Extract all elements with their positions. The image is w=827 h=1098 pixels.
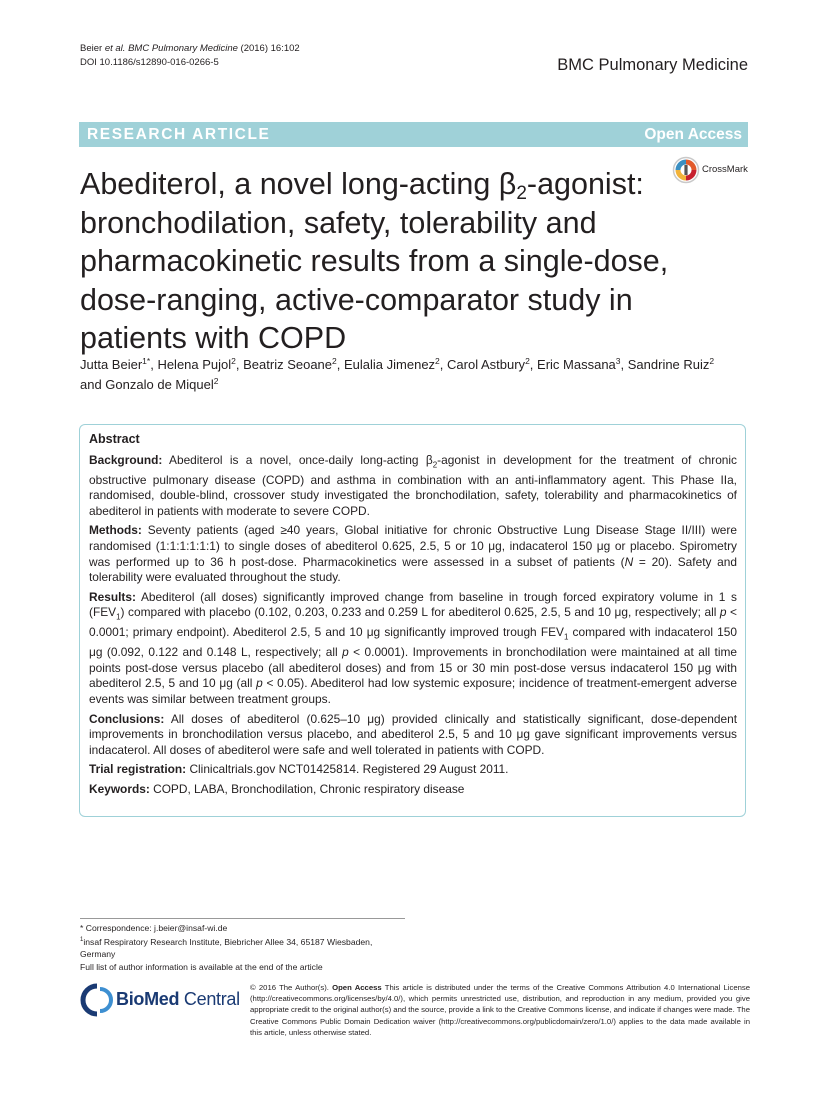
doi[interactable]: DOI 10.1186/s12890-016-0266-5 xyxy=(80,57,219,68)
author[interactable]: Eric Massana$^3$, xyxy=(537,356,628,372)
title-subscript: 2 xyxy=(516,183,527,204)
author[interactable]: Sandrine Ruiz$^2$ xyxy=(627,356,715,372)
abstract-background: Background: Abediterol is a novel, once-daily long-acting $\beta_2$-agonist in development for the treatment of chronic obstructive pulmonary disease (COPD) and asthma in combination with an anti-inflammatory agent. This Phase IIa, randomised, double-blind, crossover study investigated the bronchodilation, safety, tolerability and pharmacokinetics of abediterol in patients with moderate to severe COPD. xyxy=(89,452,738,518)
title-part1: Abediterol, a novel long-acting β xyxy=(80,167,517,201)
abstract-conclusions: Conclusions: All doses of abediterol (0.625–10 μg) provided clinically and statistically significant, dose-dependent improvements in bronchodilation versus placebo, and abediterol 2.5, 5 and 10 μg gave significant improvements versus indacaterol. All doses of abediterol were safe and well tolerated in patients with COPD. xyxy=(89,711,737,757)
article-type-banner xyxy=(79,122,748,147)
journal-name: BMC Pulmonary Medicine xyxy=(557,56,748,74)
title-part2: -agonist: bronchodilation, safety, tolerability and pharmacokinetic results from a single-dose, dose-ranging, active-comparator study in patients with COPD xyxy=(80,167,669,355)
article-title xyxy=(80,165,680,358)
correspondence[interactable]: * Correspondence: j.beier@insaf-wi.de xyxy=(80,923,228,933)
biomed-central-wordmark: BioMed Central xyxy=(116,989,240,1009)
abstract-heading: Abstract xyxy=(89,432,140,446)
abstract-keywords: Keywords: COPD, LABA, Bronchodilation, Chronic respiratory disease xyxy=(89,782,465,796)
crossmark-badge[interactable] xyxy=(672,156,752,188)
abstract-box xyxy=(79,424,746,817)
abstract-results: Results: Abediterol (all doses) significantly improved change from baseline in trough forced expiratory volume in 1 s $(FEV_1)$ compared with placebo (0.102, 0.203, 0.233 and 0.259 L for abediterol 0.625, 2.5, 5 and 10 μg, respectively; all p < 0.0001; primary endpoint). Abediterol 2.5, 5 and 10 μg significantly improved trough $FEV_1$ compared with indacaterol 150 μg (0.092, 0.122 and 0.148 L, respectively; all p < 0.0001). Improvements in bronchodilation were maintained at all time points post-dose versus placebo (all abediterol doses) and from 15 or 30 min post-dose versus indacaterol 150 μg with abediterol 2.5, 5 and 10 μg (all p < 0.05). Abediterol had low systemic exposure; incidence of treatment-emergent adverse events was similar between treatment groups. xyxy=(89,589,737,707)
citation-authors: Beier xyxy=(80,43,105,54)
abstract-trial-registration: Trial registration: Clinicaltrials.gov NCT01425814. Registered 29 August 2011. xyxy=(89,762,509,777)
biomed-central-icon xyxy=(80,983,114,1017)
biomed-central-logo[interactable] xyxy=(80,983,240,1019)
abstract-methods: Methods: Seventy patients (aged ≥40 years, Global initiative for chronic Obstructive Lung Disease Stage II/III) were randomised (1:1:1:1:1:1) to single doses of abediterol 0.625, 2.5, 5 or 10 μg, indacaterol 150 μg or placebo. Spirometry was performed up to 36 h post-dose. Pharmacokinetics were assessed in a subset of patients (N = 20). Safety and tolerability were evaluated throughout the study. xyxy=(89,523,738,585)
crossmark-label: CrossMark xyxy=(702,164,748,175)
author[interactable]: Eulalia Jimenez$^2$, xyxy=(344,356,448,372)
author[interactable]: Carol Astbury$^2$, xyxy=(447,356,538,372)
author-info-note: Full list of author information is available at the end of the article xyxy=(80,961,323,972)
abstract-content xyxy=(89,432,737,802)
author[interactable]: Beatriz Seoane$^2$, xyxy=(243,356,344,372)
license-statement: © 2016 The Author(s). Open Access This article is distributed under the terms of the Creative Commons Attribution 4.0 International License (http://creativecommons.org/licenses/by/4.0/), which permits unrestricted use, distribution, and reproduction in any medium, provided you give appropriate credit to the original author(s) and the source, provide a link to the Creative Commons license, and indicate if changes were made. The Creative Commons Public Domain Dedication waiver (http://creativecommons.org/publicdomain/zero/1.0/) applies to the data made available in this article, unless otherwise stated. xyxy=(250,983,751,1037)
article-type-label: RESEARCH ARTICLE xyxy=(87,126,271,143)
open-access-label: Open Access xyxy=(644,126,742,143)
citation-line xyxy=(80,42,300,70)
citation-year-volume: (2016) 16:102 xyxy=(237,43,300,54)
citation xyxy=(80,42,300,56)
author[interactable]: Jutta Beier$^{1*}$, xyxy=(80,356,158,372)
citation-journal: BMC Pulmonary Medicine xyxy=(128,43,238,54)
footnotes xyxy=(80,922,410,973)
author[interactable]: Helena Pujol$^2$, xyxy=(157,356,244,372)
author[interactable]: and Gonzalo de Miquel$^2$ xyxy=(80,376,219,392)
citation-etal: et al. xyxy=(104,43,126,54)
footnote-divider xyxy=(80,918,405,919)
affiliation: $^1$insaf Respiratory Research Institute, Biebricher Allee 34, 65187 Wiesbaden, Germany xyxy=(80,937,373,960)
author-list xyxy=(80,355,750,395)
